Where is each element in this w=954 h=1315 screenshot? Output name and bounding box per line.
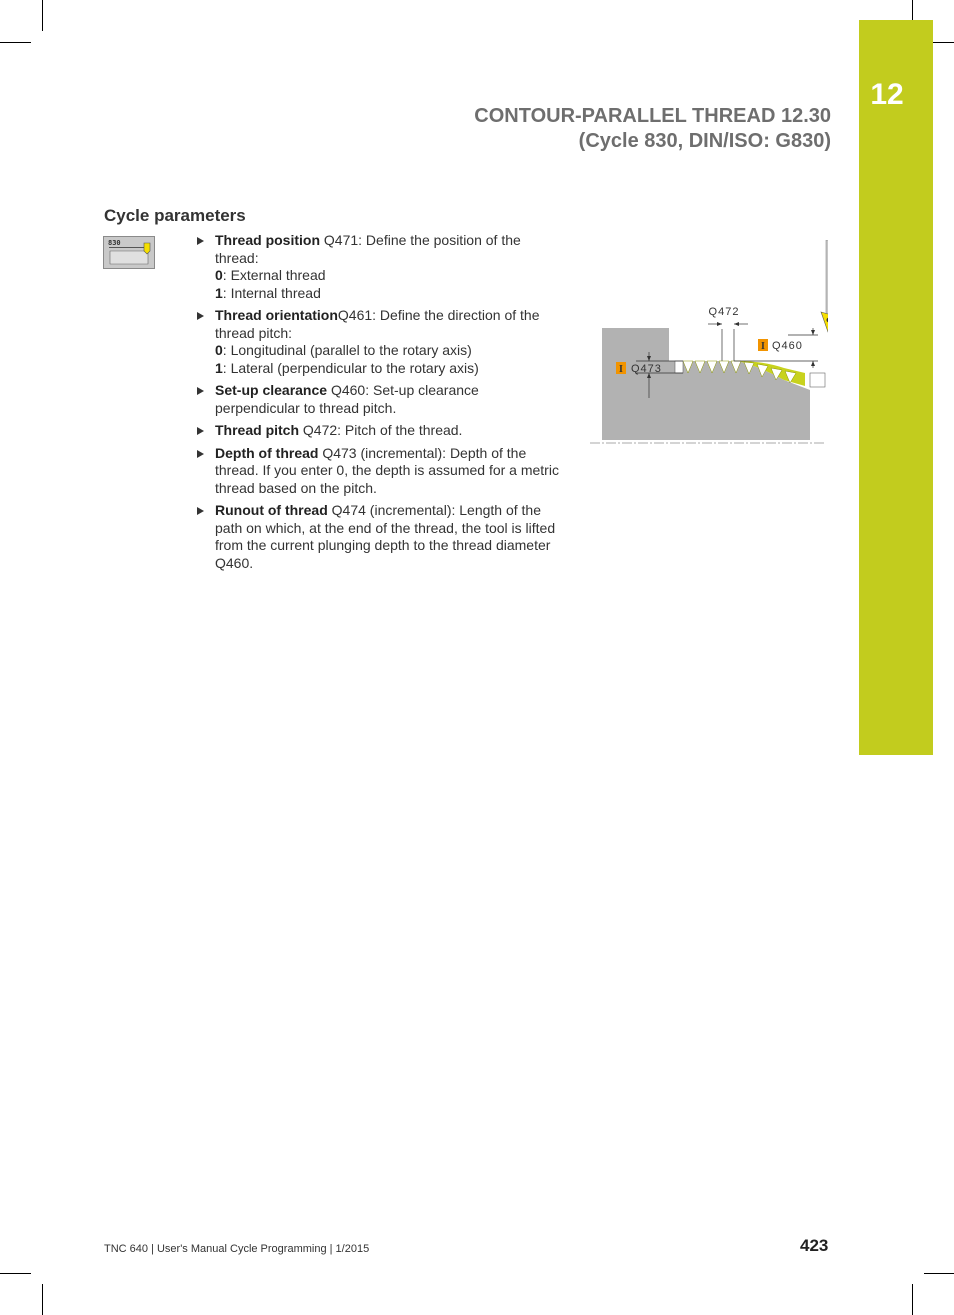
parameter-list — [195, 232, 560, 577]
param-thread-orientation — [195, 307, 560, 377]
param-setup-clearance — [195, 382, 560, 417]
chapter-tab — [859, 20, 933, 755]
option-text: : Internal thread — [222, 284, 321, 301]
label-q473: Q473 — [631, 363, 662, 375]
param-desc: Q460: Set-up clearance perpendicular to thread pitch. — [215, 382, 479, 416]
param-name: Thread position — [215, 232, 320, 248]
crop-mark — [42, 0, 43, 31]
param-thread-position — [195, 232, 560, 302]
softkey-label: 830 — [108, 239, 121, 247]
tool-insert — [821, 312, 828, 332]
page-number: 423 — [800, 1236, 829, 1255]
thread-end-box — [810, 373, 825, 387]
crop-mark — [0, 42, 31, 43]
incremental-marker-label: I — [761, 341, 765, 352]
header-line-1: CONTOUR-PARALLEL THREAD 12.30 — [474, 105, 831, 127]
chapter-number: 12 — [870, 78, 904, 111]
param-name: Thread orientation — [215, 307, 338, 323]
bullet-arrow-icon — [197, 507, 204, 515]
bullet-arrow-icon — [197, 312, 204, 320]
option-key: 0 — [215, 342, 223, 358]
crop-mark — [924, 1273, 954, 1274]
param-desc: Q471: Define the position of the thread: — [215, 232, 521, 266]
param-runout-of-thread — [195, 502, 560, 572]
cycle-830-softkey-icon — [103, 236, 155, 269]
param-name: Thread pitch — [215, 422, 300, 438]
crop-mark — [0, 1273, 31, 1274]
option-key: 1 — [215, 284, 223, 301]
thread-start-box — [675, 361, 683, 373]
crop-mark — [912, 1284, 913, 1315]
label-q472: Q472 — [708, 306, 740, 318]
crop-mark — [42, 1284, 43, 1315]
param-depth-of-thread — [195, 445, 560, 498]
option-key: 0 — [215, 267, 223, 283]
option-text: : Lateral (perpendicular to the rotary axis) — [222, 359, 479, 376]
softkey-graphic — [104, 237, 154, 268]
bullet-arrow-icon — [197, 450, 204, 458]
param-name: Set-up clearance — [215, 382, 328, 398]
footer-text: TNC 640 | User's Manual Cycle Programming | 1/2015 — [104, 1243, 370, 1255]
param-desc: Q461: Define the direction of the thread pitch: — [215, 307, 540, 341]
param-thread-pitch — [195, 422, 560, 440]
thread-diagram — [588, 240, 828, 450]
incremental-marker-label: I — [619, 364, 623, 375]
bullet-arrow-icon — [197, 427, 204, 435]
param-desc: Q474 (incremental): Length of the path on which, at the end of the thread, the tool is lifted from the current plunging depth to the thread diameter Q460. — [215, 502, 556, 571]
page-header — [474, 104, 831, 154]
option-text: : Longitudinal (parallel to the rotary axis) — [222, 342, 472, 358]
option-key: 1 — [215, 359, 223, 376]
bullet-arrow-icon — [197, 237, 204, 245]
param-desc: Q473 (incremental): Depth of the thread. If you enter 0, the depth is assumed for a metric thread based on the pitch. — [215, 444, 559, 496]
param-name: Depth of thread — [215, 444, 319, 461]
param-desc: Q472: Pitch of the thread. — [299, 422, 463, 438]
tool-holder — [826, 240, 828, 316]
param-name: Runout of thread — [215, 502, 328, 518]
label-q460: Q460 — [772, 340, 803, 352]
bullet-arrow-icon — [197, 387, 204, 395]
header-line-2: (Cycle 830, DIN/ISO: G830) — [578, 130, 831, 152]
option-text: : External thread — [222, 267, 326, 283]
section-title: Cycle parameters — [104, 206, 246, 225]
